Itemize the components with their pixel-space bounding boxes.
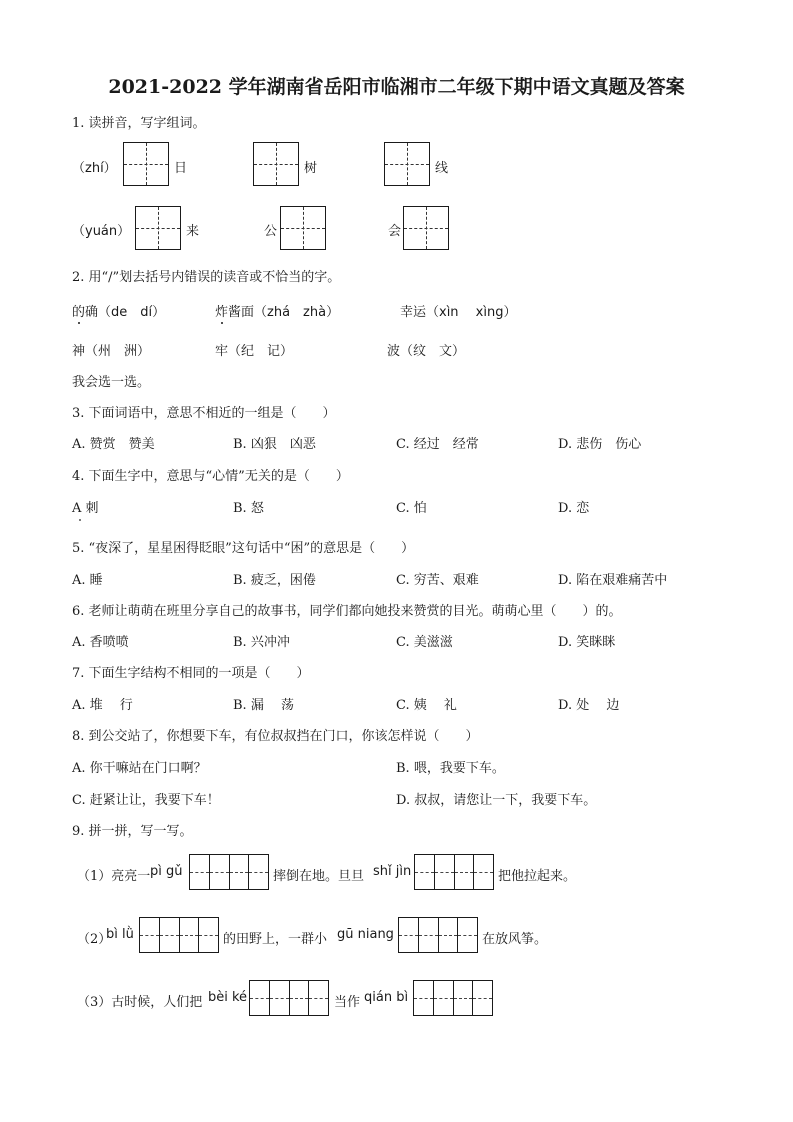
q9-pinyin: qián bì xyxy=(364,990,409,1005)
q2-item: 波（纹 文） xyxy=(387,344,466,359)
q1-writing-box[interactable] xyxy=(403,206,449,250)
q9-line1-end: 把他拉起来。 xyxy=(498,869,577,884)
q2-prompt: 2. 用“/”划去括号内错误的读音或不恰当的字。 xyxy=(72,270,341,285)
q9-writing-box[interactable] xyxy=(413,980,493,1016)
q9-line2-label: （2） xyxy=(77,932,112,947)
q1-word: 线 xyxy=(435,161,449,176)
option-a[interactable]: A 刺 xyxy=(72,501,99,516)
option-b[interactable]: B. 凶狠 凶恶 xyxy=(233,437,316,452)
q1-pinyin-zhi: （zhí） xyxy=(72,161,117,176)
q9-line1-label: （1）亮亮一 xyxy=(77,869,151,884)
q1-writing-box[interactable] xyxy=(253,142,299,186)
option-c[interactable]: C. 赶紧让让，我要下车！ xyxy=(72,793,220,808)
question-stem: 6. 老师让萌萌在班里分享自己的故事书，同学们都向她投来赞赏的目光。萌萌心里（ ）的。 xyxy=(72,604,622,619)
option-a[interactable]: A. 睡 xyxy=(72,573,103,588)
q1-pinyin-yuan: （yuán） xyxy=(72,224,131,239)
q1-word: 树 xyxy=(304,161,318,176)
option-c[interactable]: C. 经过 经常 xyxy=(396,437,479,452)
option-c[interactable]: C. 美滋滋 xyxy=(396,635,453,650)
q9-prompt: 9. 拼一拼，写一写。 xyxy=(72,824,193,839)
question-stem: 7. 下面生字结构不相同的一项是（ ） xyxy=(72,666,310,681)
q9-writing-box[interactable] xyxy=(139,917,219,953)
q9-pinyin: bèi ké xyxy=(208,990,248,1005)
option-c[interactable]: C. 怕 xyxy=(396,501,427,516)
q2-dotted-char: 的 xyxy=(72,305,86,320)
q9-pinyin: bì lǜ xyxy=(106,927,134,942)
q9-pinyin: shǐ jìn xyxy=(373,864,412,879)
option-d[interactable]: D. 处 边 xyxy=(558,698,620,713)
q2-item: 幸运（xìn xìng） xyxy=(400,305,517,320)
question-stem: 8. 到公交站了，你想要下车，有位叔叔挡在门口，你该怎样说（ ） xyxy=(72,729,479,744)
option-b[interactable]: B. 漏 荡 xyxy=(233,698,294,713)
q1-word: 来 xyxy=(186,224,200,239)
q9-line2-text: 的田野上，一群小 xyxy=(223,932,328,947)
q1-word: 会 xyxy=(388,224,402,239)
q9-pinyin: pì gǔ xyxy=(150,864,183,879)
stray-dot xyxy=(79,519,81,521)
q1-word: 公 xyxy=(264,224,278,239)
question-stem: 4. 下面生字中，意思与“心情”无关的是（ ） xyxy=(72,469,349,484)
option-b[interactable]: B. 怒 xyxy=(233,501,264,516)
q9-line3-label: （3）古时候，人们把 xyxy=(77,995,203,1010)
q2-item xyxy=(215,301,339,320)
q9-writing-box[interactable] xyxy=(414,854,494,890)
q9-writing-box[interactable] xyxy=(249,980,329,1016)
q1-writing-box[interactable] xyxy=(135,206,181,250)
question-stem: 3. 下面词语中，意思不相近的一组是（ ） xyxy=(72,406,336,421)
option-a[interactable]: A. 香喷喷 xyxy=(72,635,129,650)
q2-item xyxy=(72,301,165,320)
q2-item-text: 酱面（zhá zhà） xyxy=(228,305,340,320)
option-a[interactable]: A. 你干嘛站在门口啊？ xyxy=(72,761,207,776)
q9-line3-text: 当作 xyxy=(334,995,361,1010)
option-b[interactable]: B. 疲乏，困倦 xyxy=(233,573,316,588)
q1-writing-box[interactable] xyxy=(384,142,430,186)
option-b[interactable]: B. 喂，我要下车。 xyxy=(396,761,505,776)
option-a[interactable]: A. 赞赏 赞美 xyxy=(72,437,155,452)
question-stem: 5. “夜深了，星星困得眨眼”这句话中“困”的意思是（ ） xyxy=(72,541,415,556)
option-d[interactable]: D. 悲伤 伤心 xyxy=(558,437,642,452)
q1-prompt: 1. 读拼音，写字组词。 xyxy=(72,116,206,131)
option-c[interactable]: C. 穷苦、艰难 xyxy=(396,573,479,588)
page-title: 2021-2022 学年湖南省岳阳市临湘市二年级下期中语文真题及答案 xyxy=(108,76,685,98)
q1-writing-box[interactable] xyxy=(280,206,326,250)
q9-writing-box[interactable] xyxy=(398,917,478,953)
option-c[interactable]: C. 姨 礼 xyxy=(396,698,457,713)
q9-pinyin: gū niang xyxy=(337,927,394,942)
option-d[interactable]: D. 笑眯眯 xyxy=(558,635,616,650)
q2-dotted-char: 炸 xyxy=(215,305,229,320)
q2-item: 牢（纪 记） xyxy=(215,344,294,359)
q2-item-text: 确（de dí） xyxy=(85,305,166,320)
section-heading: 我会选一选。 xyxy=(72,375,151,390)
option-a[interactable]: A. 堆 行 xyxy=(72,698,133,713)
option-b[interactable]: B. 兴冲冲 xyxy=(233,635,290,650)
q1-writing-box[interactable] xyxy=(123,142,169,186)
option-d[interactable]: D. 叔叔，请您让一下，我要下车。 xyxy=(396,793,597,808)
option-d[interactable]: D. 恋 xyxy=(558,501,590,516)
option-d[interactable]: D. 陷在艰难痛苦中 xyxy=(558,573,668,588)
q9-line1-text: 摔倒在地。旦旦 xyxy=(273,869,365,884)
q1-word: 日 xyxy=(174,161,188,176)
q9-writing-box[interactable] xyxy=(189,854,269,890)
q2-item: 神（州 洲） xyxy=(72,344,151,359)
q9-line2-end: 在放风筝。 xyxy=(482,932,548,947)
